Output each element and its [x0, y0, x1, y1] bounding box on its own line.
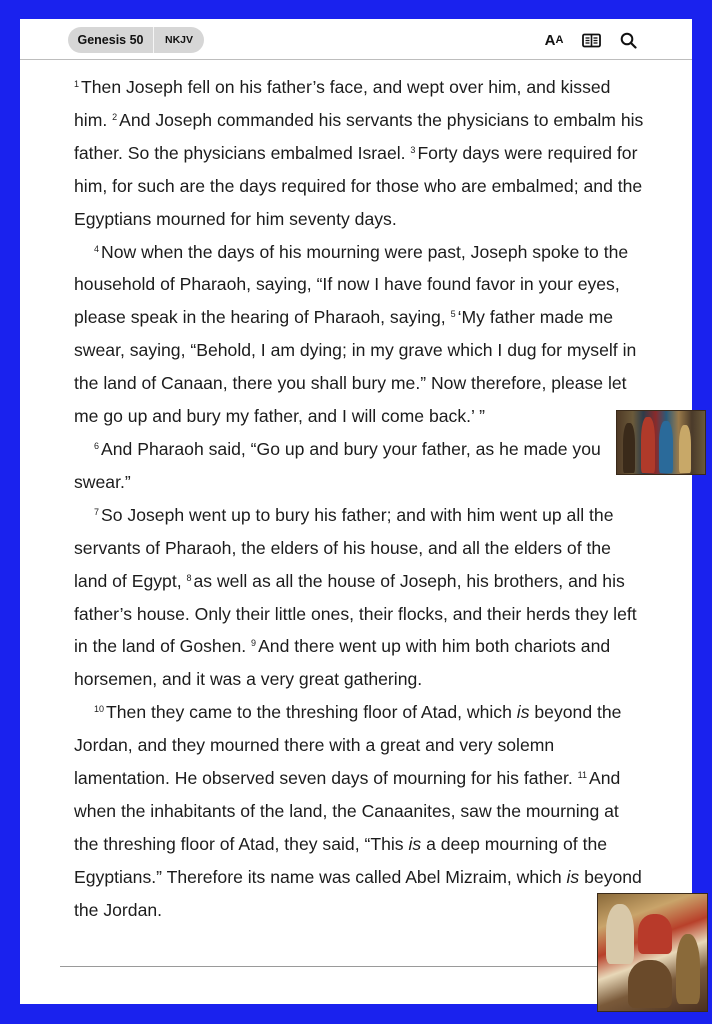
verse-text: Now when the days of his mourning were past, Joseph spoke to the household of Pharaoh, saying, “If now I have found favor in your eyes, please speak in the hearing of Pharaoh, saying, — [74, 241, 629, 328]
verse-text: as well as all the house of Joseph, his brothers, and his father’s house. Only their little ones, their flocks, and their herds they left in the land of Goshen. — [74, 570, 637, 657]
reference-selector — [68, 27, 204, 53]
reader-header — [20, 19, 692, 60]
illustration-thumbnail[interactable] — [616, 410, 706, 475]
verse-number: 9 — [251, 638, 257, 649]
figure-shape — [676, 934, 700, 1004]
verse-text: Then they came to the threshing floor of Atad, which — [106, 702, 517, 723]
verse-number: 6 — [94, 440, 100, 451]
verse-text: Then Joseph fell on his father’s face, and wept over him, and kissed him. — [74, 77, 611, 130]
verse-number: 8 — [186, 572, 192, 583]
verse-number: 7 — [94, 506, 100, 517]
verse-text: a deep mourning of the Egyptians.” Therefore its name was called Abel Mizraim, which — [74, 833, 608, 887]
illustration-thumbnail[interactable] — [597, 893, 708, 1012]
verse-text: And Joseph commanded his servants the physicians to embalm his father. So the physicians embalmed Israel. — [74, 109, 644, 163]
paragraph — [74, 433, 644, 499]
verse-text: ‘My father made me swear, saying, “Behold, I am dying; in my grave which I dug for myself in the land of Canaan, there you shall bury me.” Now therefore, please let me go up and bury my father, and I will come back.’ ” — [74, 307, 637, 427]
verse-text: So Joseph went up to bury his father; and with him went up all the servants of Pharaoh, the elders of his house, and all the elders of the land of Egypt, — [74, 504, 614, 591]
verse-number: 10 — [94, 704, 105, 715]
search-icon[interactable] — [616, 29, 640, 51]
paragraph — [74, 236, 644, 433]
paragraph — [74, 696, 644, 926]
font-size-big-glyph: A — [544, 31, 556, 49]
verse-number: 3 — [410, 144, 416, 155]
font-size-small-glyph: A — [555, 33, 564, 46]
verse-text: Forty days were required for him, for such are the days required for those who are embalmed; and the Egyptians mourned for him seventy days. — [74, 142, 643, 229]
reader-page — [20, 19, 692, 1004]
verse-number: 4 — [94, 243, 100, 254]
toolbar — [542, 29, 640, 51]
figure-shape — [628, 960, 672, 1008]
verse-text: And there went up with him both chariots and horsemen, and it was a very great gathering. — [74, 636, 611, 690]
footer-divider — [60, 966, 652, 967]
verse-number: 2 — [112, 111, 118, 122]
chapter-text — [74, 71, 644, 927]
figure-shape — [679, 425, 691, 473]
figure-shape — [641, 417, 655, 473]
paragraph — [74, 499, 644, 696]
figure-shape — [623, 423, 635, 473]
verse-11[interactable] — [74, 768, 642, 920]
verse-number: 11 — [577, 770, 587, 781]
book-chapter-button[interactable]: Genesis 50 — [68, 27, 154, 53]
verse-text: And when the inhabitants of the land, the Canaanites, saw the mourning at the threshing floor of Atad, they said, “This — [74, 768, 621, 854]
verse-10[interactable] — [74, 702, 621, 788]
verse-text: beyond the Jordan. — [74, 866, 642, 920]
verse-text: beyond the Jordan, and they mourned there with a great and very solemn lamentation. He observed seven days of mourning for his father. — [74, 702, 622, 789]
verse-number: 5 — [450, 309, 456, 320]
book-icon[interactable] — [579, 29, 603, 51]
figure-shape — [659, 421, 673, 473]
paragraph — [74, 71, 644, 236]
version-button[interactable]: NKJV — [164, 34, 193, 46]
figure-shape — [606, 904, 634, 964]
figure-shape — [638, 914, 672, 954]
italic-text: is — [408, 833, 422, 854]
italic-text: is — [566, 866, 580, 887]
verse-text: And Pharaoh said, “Go up and bury your father, as he made you swear.” — [74, 438, 601, 492]
italic-text: is — [516, 702, 530, 723]
font-size-icon[interactable] — [542, 29, 566, 51]
verse-6[interactable] — [74, 439, 601, 492]
verse-number: 1 — [74, 79, 80, 89]
